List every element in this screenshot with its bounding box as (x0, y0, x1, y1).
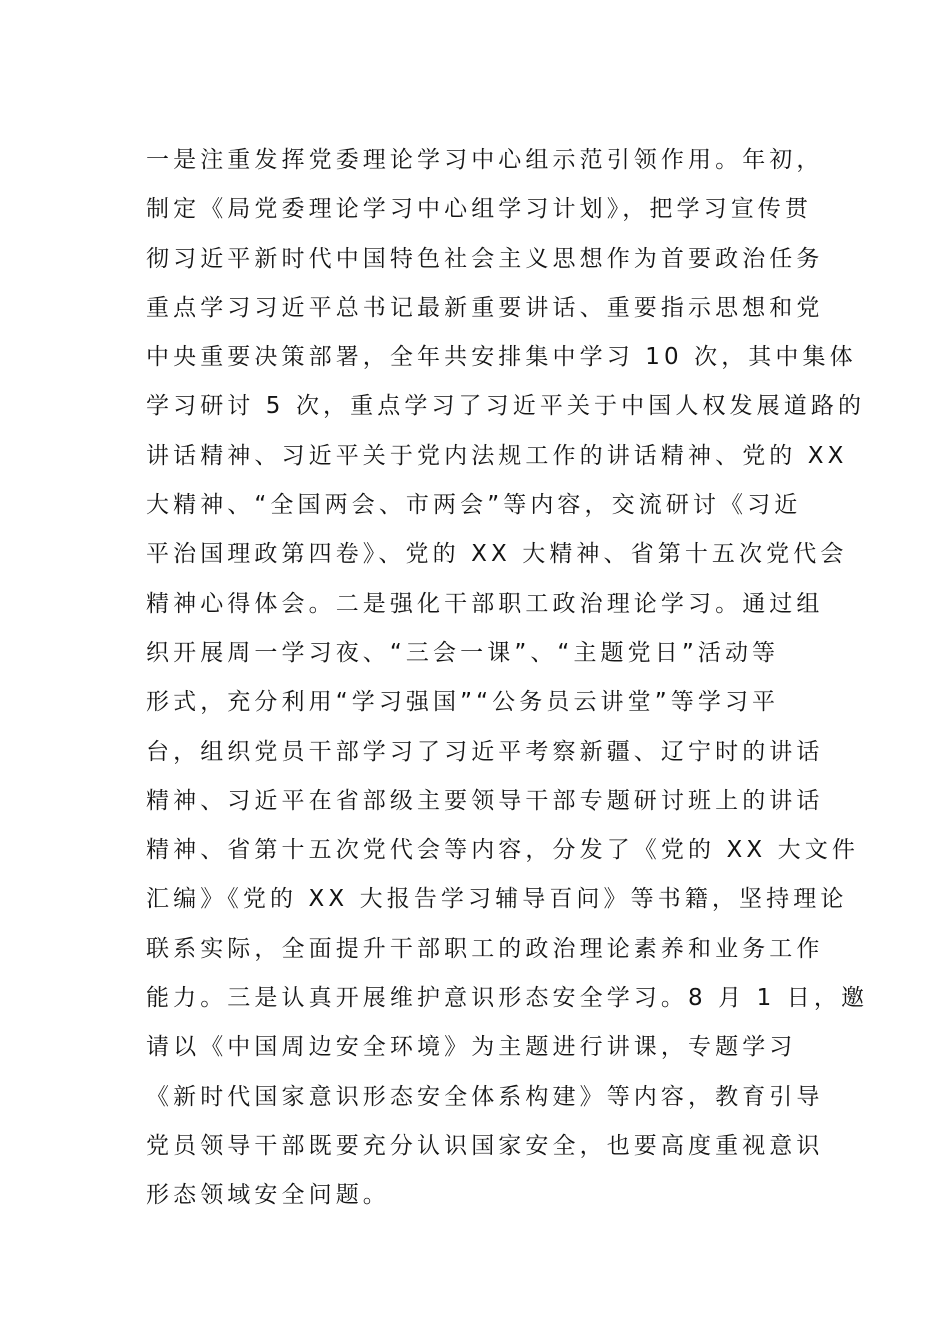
text-line: 精神、习近平在省部级主要领导干部专题研讨班上的讲话 (146, 787, 824, 814)
text-line: 党员领导干部既要充分认识国家安全，也要高度重视意识 (146, 1132, 824, 1159)
text-line: 形态领域安全问题。 (146, 1182, 390, 1209)
text-line: 讲话精神、习近平关于党内法规工作的讲话精神、党的 XX (146, 442, 848, 469)
text-line: 精神、省第十五次党代会等内容，分发了《党的 XX 大文件 (146, 837, 859, 864)
text-line: 重点学习习近平总书记最新重要讲话、重要指示思想和党 (146, 294, 824, 321)
text-line: 彻习近平新时代中国特色社会主义思想作为首要政治任务 (146, 245, 824, 272)
text-line: 学习研讨 5 次，重点学习了习近平关于中国人权发展道路的 (146, 393, 866, 420)
text-line: 精神心得体会。二是强化干部职工政治理论学习。通过组 (146, 590, 824, 617)
text-line: 织开展周一学习夜、“三会一课”、“主题党日”活动等 (146, 639, 780, 666)
text-line: 形式，充分利用“学习强国”“公务员云讲堂”等学习平 (146, 689, 780, 716)
text-line: 联系实际，全面提升干部职工的政治理论素养和业务工作 (146, 935, 824, 962)
text-line: 汇编》《党的 XX 大报告学习辅导百问》等书籍，坚持理论 (146, 886, 848, 913)
text-line: 能力。三是认真开展维护意识形态安全学习。8 月 1 日，邀 (146, 985, 869, 1012)
body-paragraph (146, 136, 869, 1221)
text-line: 《新时代国家意识形态安全体系构建》等内容，教育引导 (146, 1083, 824, 1110)
text-line: 中央重要决策部署，全年共安排集中学习 10 次，其中集体 (146, 344, 857, 371)
text-line: 平治国理政第四卷》、党的 XX 大精神、省第十五次党代会 (146, 541, 848, 568)
text-line: 台，组织党员干部学习了习近平考察新疆、辽宁时的讲话 (146, 738, 824, 765)
text-line: 一是注重发挥党委理论学习中心组示范引领作用。年初， (146, 147, 824, 173)
text-line: 制定《局党委理论学习中心组学习计划》，把学习宣传贯 (146, 196, 812, 223)
text-line: 大精神、“全国两会、市两会”等内容，交流研讨《习近 (146, 492, 802, 519)
text-line: 请以《中国周边安全环境》为主题进行讲课，专题学习 (146, 1034, 797, 1061)
